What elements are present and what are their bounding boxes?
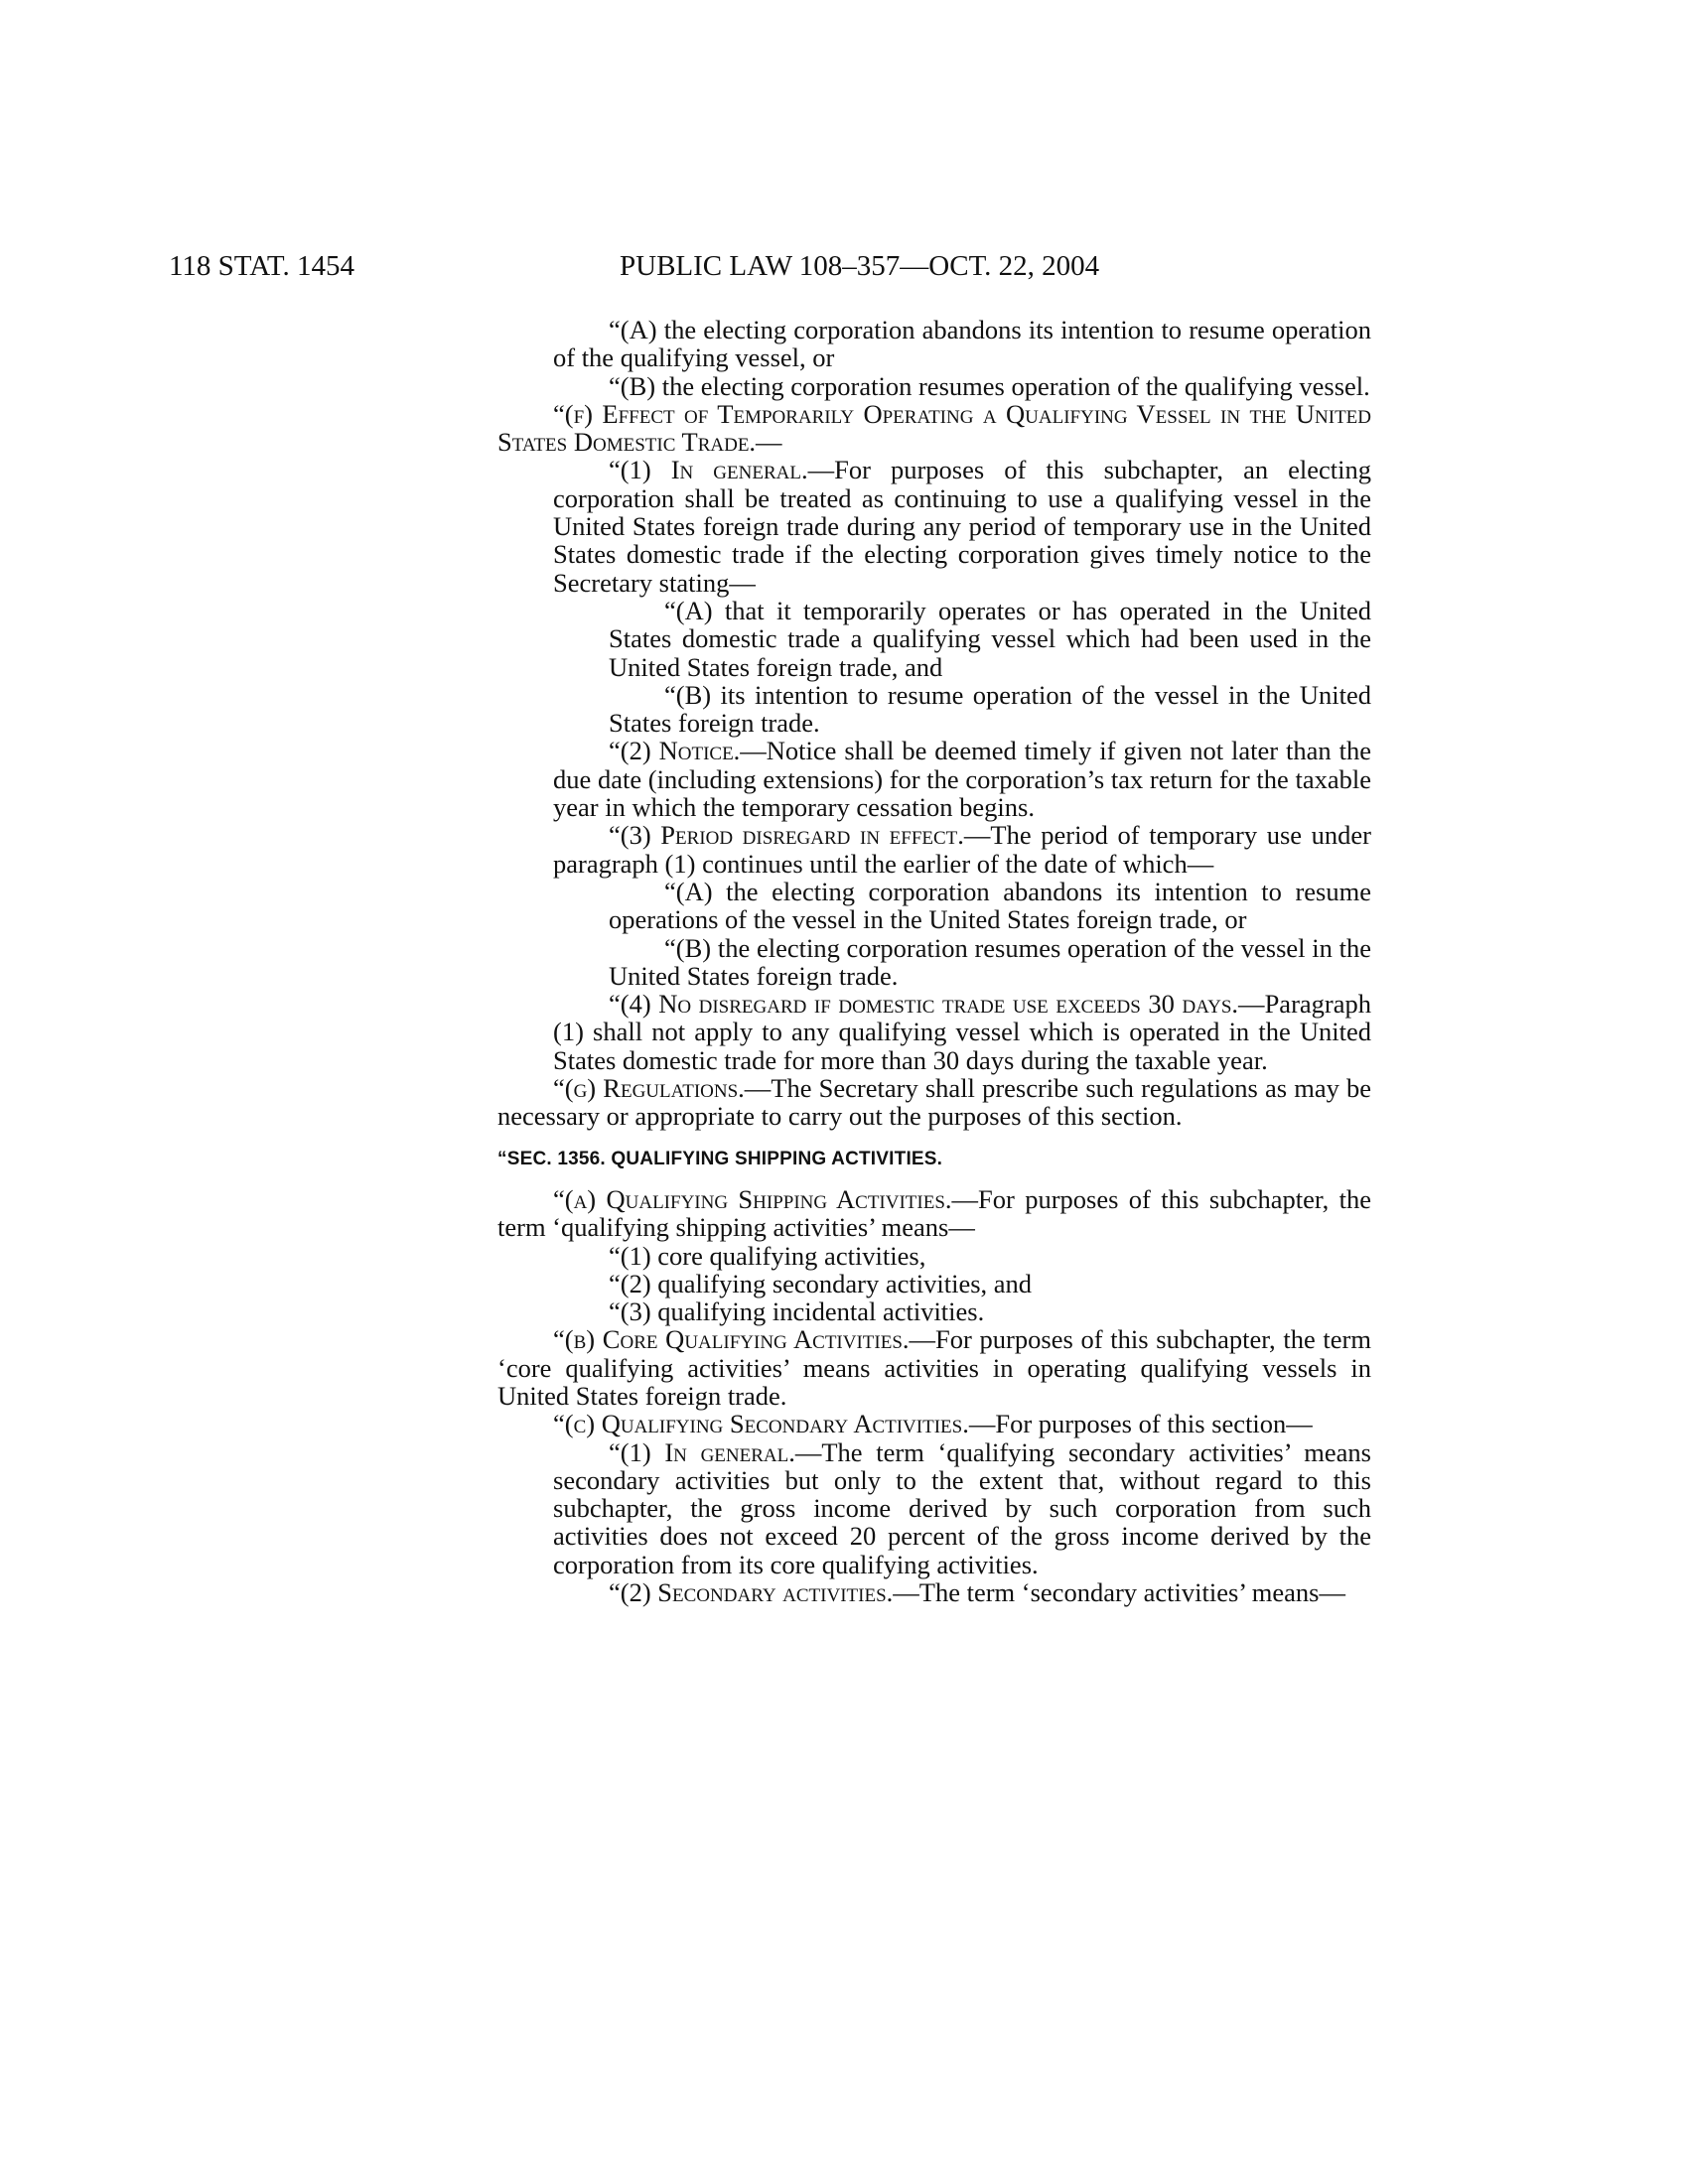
- paragraph-lead: “(a) Qualifying Shipping Activities.—: [553, 1183, 979, 1214]
- paragraph-lead: “(1) In general.—: [609, 455, 835, 485]
- paragraph: [497, 934, 1371, 991]
- paragraph-text: “(B) its intention to resume operation of the vessel in the United States foreign trade.: [609, 679, 1371, 739]
- section-heading-text: “SEC. 1356. QUALIFYING SHIPPING ACTIVITIES.: [497, 1148, 943, 1169]
- paragraph: [497, 1185, 1371, 1242]
- body-text: [497, 316, 1371, 1606]
- paragraph-text: “(1) core qualifying activities,: [609, 1240, 926, 1271]
- paragraph-text: For purposes of this subchapter, the term ‘core qualifying activities’ means activities in operating qualifying vessels in United States foreign trade.: [497, 1324, 1371, 1411]
- paragraph: [497, 878, 1371, 934]
- paragraph-text: “(B) the electing corporation resumes operation of the qualifying vessel.: [609, 370, 1370, 401]
- paragraph-text: For purposes of this subchapter, an electing corporation shall be treated as continuing to use a qualifying vessel in the United States foreign trade during any period of temporary use in the United States domestic trade if the electing corporation gives timely notice to the Secretary stating—: [553, 455, 1371, 598]
- paragraph: [497, 681, 1371, 738]
- paragraph-text: “(A) that it temporarily operates or has operated in the United States domestic trade a qualifying vessel which had been used in the United States foreign trade, and: [609, 595, 1371, 682]
- paragraph-text: The Secretary shall prescribe such regulations as may be necessary or appropriate to carry out the purposes of this section.: [497, 1073, 1371, 1132]
- paragraph: [497, 1578, 1371, 1606]
- paragraph: [497, 372, 1371, 400]
- list-item: [497, 1242, 1371, 1270]
- list-item: [497, 1297, 1371, 1325]
- paragraph-text: “(B) the electing corporation resumes operation of the vessel in the United States foreign trade.: [609, 932, 1371, 991]
- paragraph-lead: “(2) Notice.—: [609, 736, 767, 766]
- paragraph: [497, 990, 1371, 1074]
- paragraph-text: The term ‘qualifying secondary activities’ means secondary activities but only to the extent that, without regard to this subchapter, the gross income derived by such corporation from such activities does not exceed 20 percent of the gross income derived by the corporation from its core qualifying activities.: [553, 1436, 1371, 1579]
- paragraph: [497, 737, 1371, 821]
- paragraph-text: Paragraph (1) shall not apply to any qualifying vessel which is operated in the United States domestic trade for more than 30 days during the taxable year.: [553, 989, 1371, 1075]
- section-heading: [497, 1146, 1371, 1173]
- paragraph-text: “(3) qualifying incidental activities.: [609, 1297, 985, 1327]
- paragraph: [497, 1410, 1371, 1437]
- paragraph-lead: “(f) Effect of Temporarily Operating a Qualifying Vessel in the United States Domestic Trade.—: [497, 398, 1371, 458]
- paragraph-text: “(2) qualifying secondary activities, and: [609, 1268, 1033, 1298]
- paragraph-lead: “(g) Regulations.—: [553, 1073, 772, 1104]
- paragraph-lead: “(c) Qualifying Secondary Activities.—: [553, 1409, 996, 1439]
- paragraph-lead: “(3) Period disregard in effect.—: [609, 820, 991, 851]
- paragraph-lead: “(2) Secondary activities.—: [609, 1577, 919, 1608]
- paragraph: [497, 1074, 1371, 1131]
- paragraph: [497, 597, 1371, 681]
- page-number: 118 STAT. 1454: [169, 250, 354, 282]
- paragraph-lead: “(1) In general.—: [609, 1436, 822, 1467]
- paragraph: [497, 316, 1371, 372]
- paragraph: [497, 456, 1371, 596]
- paragraph-text: “(A) the electing corporation abandons its intention to resume operations of the vessel in the United States foreign trade, or: [609, 876, 1371, 935]
- paragraph-text: For purposes of this subchapter, the term ‘qualifying shipping activities’ means—: [497, 1183, 1371, 1243]
- paragraph: [497, 1325, 1371, 1410]
- subsection-heading: [497, 400, 1371, 457]
- paragraph: [497, 821, 1371, 878]
- paragraph-lead: “(b) Core Qualifying Activities.—: [553, 1324, 936, 1355]
- paragraph: [497, 1438, 1371, 1578]
- paragraph-text: For purposes of this section—: [995, 1409, 1313, 1439]
- running-title: PUBLIC LAW 108–357—OCT. 22, 2004: [620, 250, 1100, 282]
- paragraph-text: The period of temporary use under paragraph (1) continues until the earlier of the date of which—: [553, 820, 1371, 879]
- page-header: [0, 246, 1688, 286]
- paragraph-text: Notice shall be deemed timely if given not later than the due date (including extensions) for the corporation’s tax return for the taxable year in which the temporary cessation begins.: [553, 736, 1371, 823]
- list-item: [497, 1270, 1371, 1297]
- paragraph-text: “(A) the electing corporation abandons its intention to resume operation of the qualifying vessel, or: [553, 315, 1371, 373]
- paragraph-lead: “(4) No disregard if domestic trade use exceeds 30 days.—: [609, 989, 1265, 1020]
- paragraph-text: The term ‘secondary activities’ means—: [918, 1577, 1345, 1608]
